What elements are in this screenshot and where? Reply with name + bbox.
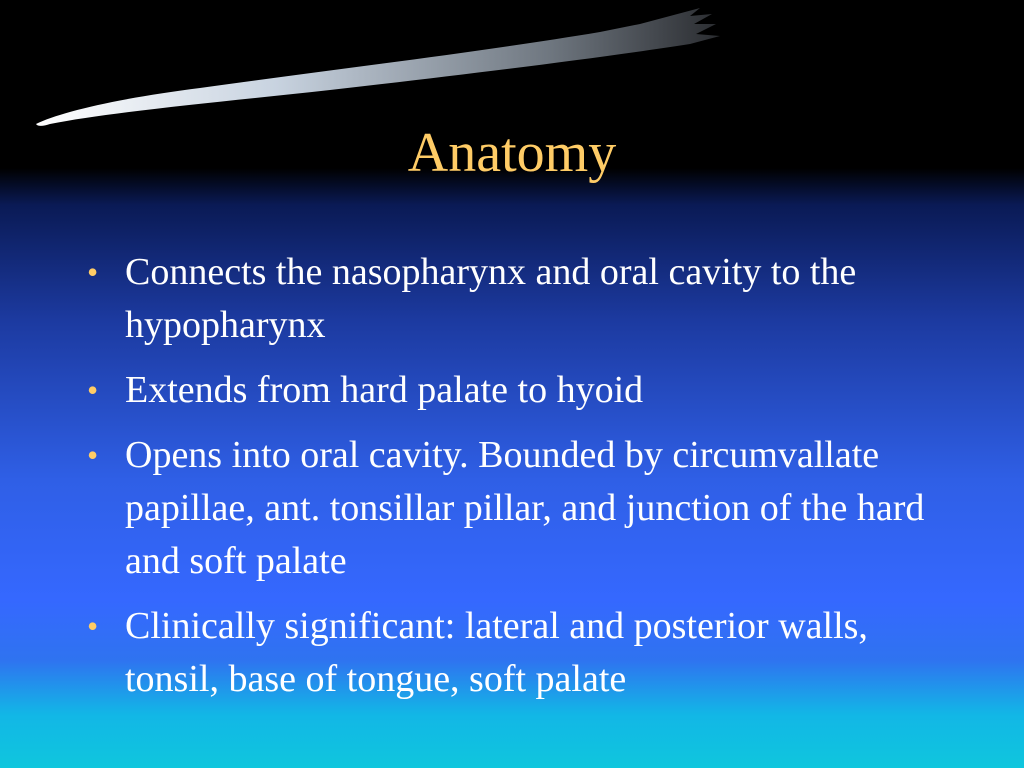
slide-title: Anatomy: [407, 122, 617, 184]
bullet-dot-icon: •: [87, 608, 99, 644]
bullet-dot-icon: •: [87, 254, 99, 290]
bullet-text: Clinically significant: lateral and posterior walls, tonsil, base of tongue, soft palate: [125, 605, 868, 700]
bullet-dot-icon: •: [87, 437, 99, 473]
bullet-dot-icon: •: [87, 372, 99, 408]
bullet-item: [87, 364, 957, 417]
bullet-text: Connects the nasopharynx and oral cavity to the hypopharynx: [125, 251, 857, 346]
bullet-item: [87, 600, 957, 706]
bullet-item: [87, 429, 957, 588]
bullet-list: [87, 246, 957, 718]
bullet-text: Opens into oral cavity. Bounded by circumvallate papillae, ant. tonsillar pillar, and junction of the hard and soft palate: [125, 434, 925, 582]
bullet-text: Extends from hard palate to hyoid: [125, 369, 644, 411]
bullet-item: [87, 246, 957, 352]
